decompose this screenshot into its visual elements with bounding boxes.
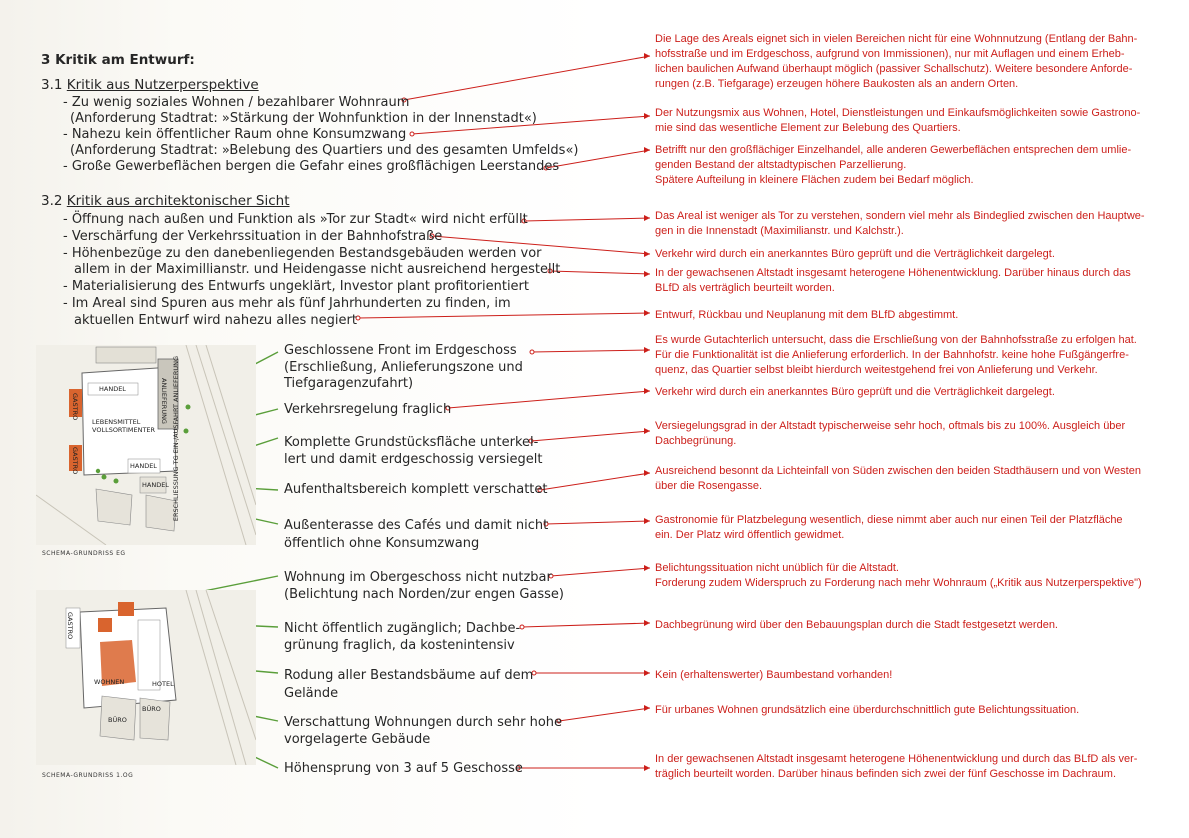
og-point-line: Nicht öffentlich zugänglich; Dachbe- [284, 621, 521, 636]
response-block [655, 143, 1131, 188]
response-line: über die Rosengasse. [655, 480, 763, 492]
eg-point [284, 343, 523, 393]
s1-item: (Anforderung Stadtrat: »Stärkung der Wohnfunktion in der Innenstadt«) [70, 111, 537, 126]
response-line: Gastronomie für Platzbelegung wesentlich, diese nimmt aber auch nur einen Teil der Platzfläche [655, 514, 1123, 526]
connector-dot [530, 350, 534, 354]
response-connector-line [531, 431, 650, 441]
eg-point-line: Aufenthaltsbereich komplett verschattet [284, 482, 548, 497]
response-line: BLfD als verträglich beurteilt worden. [655, 282, 835, 294]
plan-eg-caption: SCHEMA-GRUNDRISS EG [42, 550, 126, 557]
og-point [284, 569, 564, 603]
response-connector-line [448, 391, 650, 408]
connector-arrowhead [644, 388, 650, 394]
connector-arrowhead [644, 53, 650, 59]
response-line: Die Lage des Areals eignet sich in vielen Bereichen nicht für eine Wohnnutzung (Entlang der Bahn- [655, 33, 1138, 45]
response-connector-line [404, 56, 650, 100]
s2-item: - Höhenbezüge zu den danebenliegenden Bestandsgebäuden werden vor [63, 246, 542, 261]
og-point [284, 761, 523, 777]
s2-item: - Öffnung nach außen und Funktion als »Tor zur Stadt« wird nicht erfüllt [63, 212, 528, 227]
response-line: In der gewachsenen Altstadt insgesamt heterogene Höhenentwicklung. Darüber hinaus durch das [655, 267, 1131, 279]
response-line: Entwurf, Rückbau und Neuplanung mit dem BLfD abgestimmt. [655, 309, 959, 321]
subsection-1-title: Kritik aus Nutzerperspektive [66, 77, 259, 93]
response-line: Belichtungssituation nicht unüblich für die Altstadt. [655, 562, 899, 574]
og-point [284, 714, 562, 748]
s2-item: - Im Areal sind Spuren aus mehr als fünf Jahrhunderten zu finden, im [63, 296, 511, 311]
response-line: Verkehr wird durch ein anerkanntes Büro geprüft und die Verträglichkeit dargelegt. [655, 386, 1055, 398]
response-block [655, 266, 1131, 296]
eg-point [284, 517, 548, 553]
connector-arrowhead [644, 518, 650, 524]
eg-point [284, 402, 451, 418]
connector-arrowhead [644, 620, 650, 626]
eg-point [284, 482, 548, 498]
og-point-line: (Belichtung nach Norden/zur engen Gasse) [284, 587, 565, 602]
plan-eg-label: ANLIEFERUNG [160, 378, 168, 424]
response-line: Dachbegrünung. [655, 435, 737, 447]
response-connector-line [522, 623, 650, 627]
connector-arrowhead [644, 670, 650, 676]
og-point-line: Gelände [284, 686, 339, 701]
plan-og-label: BÜRO [142, 705, 161, 713]
response-block [655, 703, 1079, 718]
connector-arrowhead [644, 705, 650, 711]
eg-point-line: Tiefgaragenzufahrt) [284, 376, 414, 391]
connector-arrowhead [644, 428, 650, 434]
plan-eg-label: LEBENSMITTEL [92, 418, 141, 426]
eg-point-line: Geschlossene Front im Erdgeschoss [284, 343, 517, 358]
eg-point-line: Außenterasse des Cafés und damit nicht [284, 518, 549, 533]
response-line: hofsstraße und im Erdgeschoss, aufgrund von Immissionen), nur mit Auflagen und einem Erheb- [655, 48, 1125, 60]
response-line: Betrifft nur den großflächiger Einzelhandel, alle anderen Gewerbeflächen entsprechen dem umlie- [655, 144, 1132, 156]
s2-item: allem in der Maximillianstr. und Heidengasse nicht ausreichend hergestellt [74, 262, 561, 277]
response-block [655, 464, 1141, 494]
response-line: lichen baulichen Aufwand überhaupt möglich (passiver Schallschutz). Weitere besondere Anforde- [655, 63, 1133, 75]
response-line: gen in die Innenstadt (Maximilianstr. und Kalchstr.). [655, 225, 904, 237]
response-block [655, 333, 1137, 378]
response-block [655, 32, 1137, 92]
response-connector-line [540, 473, 650, 490]
response-line: träglich beurteilt worden. Darüber hinaus befinden sich zwei der fünf Geschosse im Dachraum. [655, 768, 1117, 780]
plan-eg-label: ERSCHLIESSUNG TG EIN-/AUSFAHRT ANLIEFERUNG [172, 356, 180, 522]
response-block [655, 618, 1058, 633]
connector-arrowhead [644, 347, 650, 353]
response-line: quenz, das Quartier selbst bleibt hierdurch weitestgehend frei von Anlieferung und Verkehr. [655, 364, 1098, 376]
response-block [655, 561, 1142, 591]
response-block [655, 385, 1055, 400]
response-line: Dachbegrünung wird über den Bebauungsplan durch die Stadt festgesetzt werden. [655, 619, 1058, 631]
response-connector-line [358, 313, 650, 318]
response-block [655, 752, 1137, 782]
s1-item: - Nahezu kein öffentlicher Raum ohne Konsumzwang [63, 127, 407, 142]
og-point-line: vorgelagerte Gebäude [284, 732, 431, 747]
response-line: Es wurde Gutachterlich untersucht, dass die Erschließung von der Bahnhofsstraße zu erfolgen hat. [655, 334, 1137, 346]
plan-og-label: GASTRO [66, 612, 74, 640]
response-connector-line [551, 568, 650, 576]
plan-og-label: BÜRO [108, 716, 127, 724]
og-point-line: Höhensprung von 3 auf 5 Geschosse [284, 761, 523, 776]
response-line: Für die Funktionalität ist die Anlieferung erforderlich. In der Bahnhofstr. keine hohe Fußgängerfre- [655, 349, 1129, 361]
response-line: ein. Der Platz wird öffentlich gewidmet. [655, 529, 845, 541]
response-line: Spätere Aufteilung in kleinere Flächen zudem bei Bedarf möglich. [655, 174, 974, 186]
connector-arrowhead [644, 470, 650, 476]
response-block [655, 513, 1123, 543]
response-line: Für urbanes Wohnen grundsätzlich eine überdurchschnittlich gute Belichtungssituation. [655, 704, 1080, 716]
response-line: Ausreichend besonnt da Lichteinfall von Süden zwischen den beiden Stadthäusern und von Westen [655, 465, 1141, 477]
plan-eg-label: VOLLSORTIMENTER [92, 426, 156, 434]
section-title: 3 Kritik am Entwurf: [41, 52, 195, 68]
plan-og-label: HOTEL [152, 680, 174, 688]
connector-dot [410, 132, 414, 136]
plan-og-label: WOHNEN [94, 678, 125, 686]
connector-arrowhead [644, 271, 650, 277]
response-line: Forderung zudem Widerspruch zu Forderung nach mehr Wohnraum („Kritik aus Nutzerperspektive") [655, 577, 1142, 589]
subsection-2-number: 3.2 [41, 193, 63, 209]
connector-arrowhead [644, 113, 650, 119]
response-line: genden Bestand der altstadtypischen Parzellierung. [655, 159, 907, 171]
response-block [655, 668, 892, 683]
connector-arrowhead [644, 310, 650, 316]
eg-point-line: (Erschließung, Anlieferungszone und [284, 359, 523, 375]
connector-arrowhead [644, 251, 650, 257]
connector-arrowhead [644, 765, 650, 771]
response-block [655, 247, 1055, 262]
plan-og-caption: SCHEMA-GRUNDRISS 1.OG [42, 772, 134, 779]
s2-item: aktuellen Entwurf wird nahezu alles negiert [74, 313, 357, 328]
eg-point-line: Komplette Grundstücksfläche unterkel- [284, 435, 539, 450]
connector-arrowhead [644, 147, 650, 153]
response-connector-line [559, 708, 650, 721]
subsection-1-heading [41, 77, 259, 93]
og-point [284, 620, 520, 654]
og-point [284, 667, 533, 703]
og-point-line: Rodung aller Bestandsbäume auf dem [284, 668, 534, 683]
response-line: Das Areal ist weniger als Tor zu verstehen, sondern viel mehr als Bindeglied zwischen den Hauptwe- [655, 210, 1145, 222]
response-block [655, 419, 1125, 449]
subsection-1-number: 3.1 [41, 77, 63, 93]
response-line: Verkehr wird durch ein anerkanntes Büro geprüft und die Verträglichkeit dargelegt. [655, 248, 1055, 260]
s2-item: - Materialisierung des Entwurfs ungeklärt, Investor plant profitorientiert [63, 279, 529, 294]
og-point-line: grünung fraglich, da kostenintensiv [284, 638, 515, 653]
response-line: Versiegelungsgrad in der Altstadt typischerweise sehr hoch, oftmals bis zu 100%. Ausgleich über [655, 420, 1126, 432]
response-connector-line [546, 521, 650, 524]
plan-eg-label: GASTRO [71, 393, 79, 421]
s1-item: - Große Gewerbeflächen bergen die Gefahr eines großflächigen Leerstandes [63, 159, 560, 174]
plan-eg-label: GASTRO [71, 447, 79, 475]
response-block [655, 209, 1145, 239]
plan-eg-label: HANDEL [130, 462, 157, 470]
s1-item: (Anforderung Stadtrat: »Belebung des Quartiers und des gesamten Umfelds«) [70, 143, 579, 158]
eg-point-line: Verkehrsregelung fraglich [284, 402, 452, 417]
response-line: Kein (erhaltenswerter) Baumbestand vorhanden! [655, 669, 893, 681]
eg-point-line: öffentlich ohne Konsumzwang [284, 536, 480, 551]
og-point-line: Verschattung Wohnungen durch sehr hohe [284, 715, 563, 730]
connector-arrowhead [644, 565, 650, 571]
plan-eg-label: HANDEL [142, 481, 169, 489]
response-line: Der Nutzungsmix aus Wohnen, Hotel, Dienstleistungen und Einkaufsmöglichkeiten sowie Gastrono- [655, 107, 1141, 119]
response-connector-line [550, 271, 650, 274]
site-plan-eg [36, 345, 256, 545]
plan-eg-label: HANDEL [99, 385, 126, 393]
response-line: mie sind das wesentliche Element zur Belebung des Quartiers. [655, 122, 961, 134]
connector-dot [520, 625, 524, 629]
og-point-line: Wohnung im Obergeschoss nicht nutzbar [284, 570, 552, 585]
s2-item: - Verschärfung der Verkehrssituation in der Bahnhofstraße [63, 229, 443, 244]
response-block [655, 308, 958, 323]
response-line: rungen (z.B. Tiefgarage) erzeugen höhere Baukosten als an andern Orten. [655, 78, 1019, 90]
response-connector-line [524, 218, 650, 221]
response-connector-line [532, 350, 650, 352]
response-block [655, 106, 1140, 136]
subsection-2-heading [41, 193, 290, 209]
connector-arrowhead [644, 215, 650, 221]
s1-item: - Zu wenig soziales Wohnen / bezahlbarer Wohnraum [63, 95, 410, 110]
eg-point [284, 434, 542, 468]
eg-point-line: lert und damit erdgeschossig versiegelt [284, 452, 543, 467]
subsection-2-title: Kritik aus architektonischer Sicht [66, 193, 290, 209]
response-line: In der gewachsenen Altstadt insgesamt heterogene Höhenentwicklung und durch das BLfD als ver- [655, 753, 1138, 765]
